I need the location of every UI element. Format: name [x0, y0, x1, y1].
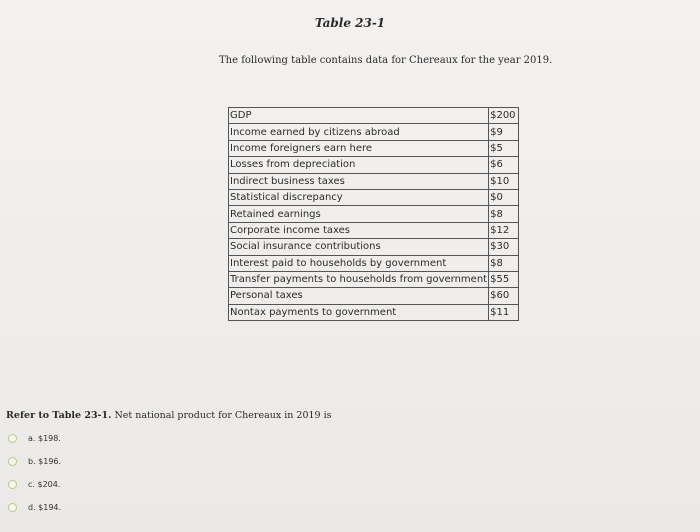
row-value: $5 — [489, 140, 519, 156]
question-reference: Refer to Table 23-1. — [6, 410, 112, 421]
row-label: Personal taxes — [229, 288, 489, 304]
table-row — [229, 206, 519, 222]
table-row — [229, 173, 519, 189]
radio-button[interactable] — [8, 503, 17, 512]
row-label: Losses from depreciation — [229, 157, 489, 173]
table-row — [229, 157, 519, 173]
row-label: Corporate income taxes — [229, 222, 489, 238]
intro-text: The following table contains data for Chereaux for the year 2019. — [219, 55, 553, 66]
answer-option-b[interactable] — [8, 456, 61, 467]
row-label: Income foreigners earn here — [229, 140, 489, 156]
row-value: $8 — [489, 206, 519, 222]
row-label: Statistical discrepancy — [229, 189, 489, 205]
row-value: $8 — [489, 255, 519, 271]
row-value: $9 — [489, 124, 519, 140]
answer-label: d. $194. — [28, 503, 62, 512]
answer-options — [8, 433, 61, 525]
table-row — [229, 108, 519, 124]
row-value: $0 — [489, 189, 519, 205]
row-value: $30 — [489, 239, 519, 255]
row-label: Interest paid to households by government — [229, 255, 489, 271]
table-row — [229, 304, 519, 320]
row-value: $12 — [489, 222, 519, 238]
question-prompt: Net national product for Chereaux in 2019 is — [111, 410, 332, 421]
radio-button[interactable] — [8, 457, 17, 466]
row-value: $55 — [489, 271, 519, 287]
row-label: Retained earnings — [229, 206, 489, 222]
table-row — [229, 271, 519, 287]
table-row — [229, 222, 519, 238]
row-value: $6 — [489, 157, 519, 173]
radio-button[interactable] — [8, 480, 17, 489]
table-title: Table 23-1 — [314, 16, 386, 30]
answer-label: c. $204. — [28, 480, 61, 489]
row-label: Transfer payments to households from government — [229, 271, 489, 287]
answer-label: b. $196. — [28, 457, 62, 466]
table-row — [229, 124, 519, 140]
answer-label: a. $198. — [28, 434, 61, 443]
question-text — [6, 410, 332, 421]
table-row — [229, 239, 519, 255]
row-label: Social insurance contributions — [229, 239, 489, 255]
table-row — [229, 255, 519, 271]
answer-option-a[interactable] — [8, 433, 61, 444]
row-value: $200 — [489, 108, 519, 124]
row-value: $10 — [489, 173, 519, 189]
row-value: $60 — [489, 288, 519, 304]
table-body — [229, 108, 519, 321]
row-label: GDP — [229, 108, 489, 124]
answer-option-c[interactable] — [8, 479, 61, 490]
answer-option-d[interactable] — [8, 502, 61, 513]
table-row — [229, 140, 519, 156]
table-row — [229, 189, 519, 205]
radio-button[interactable] — [8, 434, 17, 443]
row-label: Indirect business taxes — [229, 173, 489, 189]
row-value: $11 — [489, 304, 519, 320]
table-row — [229, 288, 519, 304]
row-label: Nontax payments to government — [229, 304, 489, 320]
row-label: Income earned by citizens abroad — [229, 124, 489, 140]
data-table — [228, 107, 519, 321]
